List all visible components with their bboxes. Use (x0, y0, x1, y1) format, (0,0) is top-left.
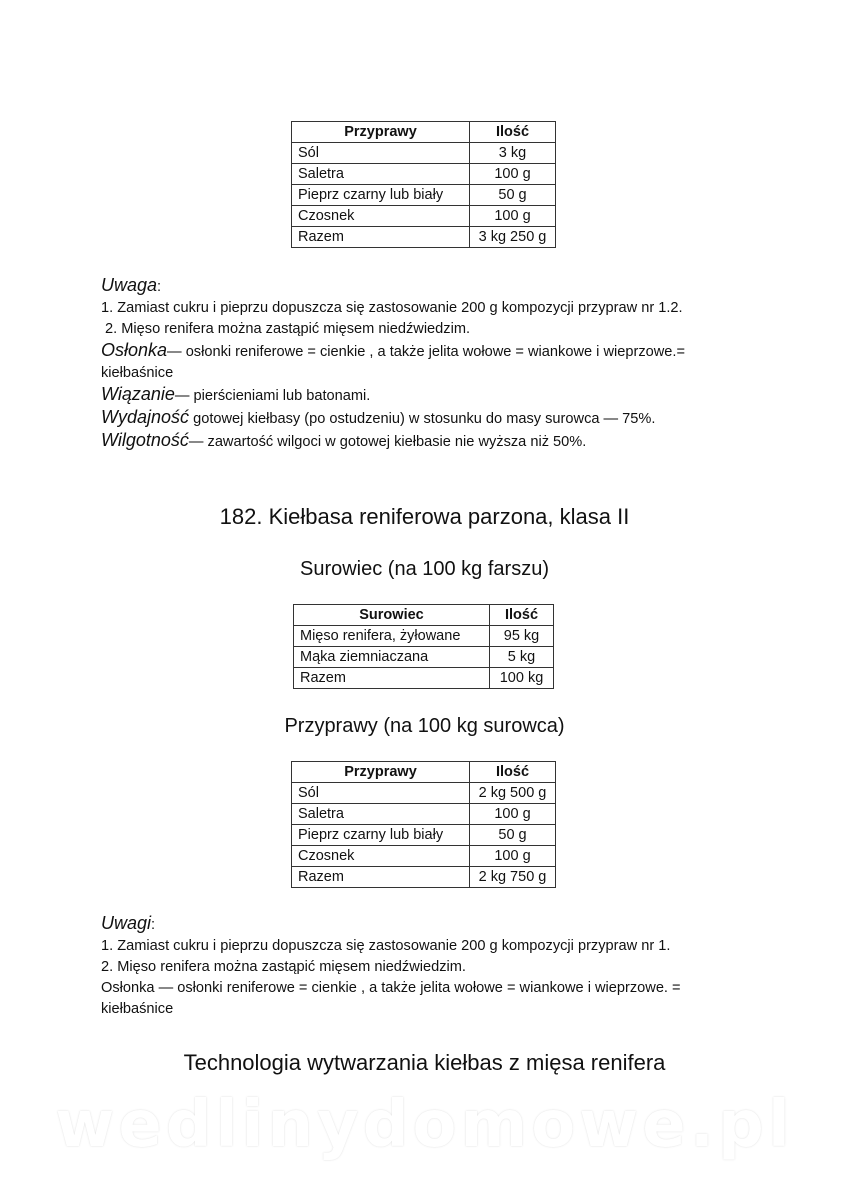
column-header: Ilość (490, 605, 554, 626)
notes-label: Uwagi (101, 913, 152, 933)
ingredient-quantity: 50 g (470, 185, 556, 206)
notes-heading: Uwaga: (101, 275, 162, 295)
note-wiazanie (101, 384, 741, 407)
spices-table-1 (291, 121, 556, 248)
table-row (292, 783, 556, 804)
column-header: Przyprawy (292, 122, 470, 143)
ingredient-name: Razem (294, 668, 490, 689)
note-wydajnosc (101, 407, 741, 430)
ingredient-quantity: 2 kg 750 g (470, 867, 556, 888)
ingredient-name: Razem (292, 227, 470, 248)
ingredient-quantity: 100 kg (490, 668, 554, 689)
ingredient-quantity: 2 kg 500 g (470, 783, 556, 804)
note-term: Wiązanie (101, 384, 175, 404)
ingredient-quantity: 100 g (470, 804, 556, 825)
spices-table-2 (291, 761, 556, 888)
notes-label: Uwaga (101, 275, 158, 295)
table-row (292, 185, 556, 206)
note-text: gotowej kiełbasy (po ostudzeniu) w stosunku do masy surowca — 75%. (189, 411, 656, 427)
ingredient-quantity: 3 kg 250 g (470, 227, 556, 248)
table-row (292, 143, 556, 164)
ingredient-name: Mięso renifera, żyłowane (294, 626, 490, 647)
raw-material-table (293, 604, 554, 689)
ingredient-name: Mąka ziemniaczana (294, 647, 490, 668)
table-header-row (292, 122, 556, 143)
table-row (292, 164, 556, 185)
column-header: Surowiec (294, 605, 490, 626)
note-wilgotnosc (101, 430, 741, 453)
table-row (292, 227, 556, 248)
notes-section-2 (101, 913, 741, 1020)
notes-heading: Uwagi: (101, 913, 156, 933)
ingredient-quantity: 50 g (470, 825, 556, 846)
table-row (292, 804, 556, 825)
column-header: Ilość (470, 122, 556, 143)
ingredient-quantity: 95 kg (490, 626, 554, 647)
notes-section-1 (101, 275, 741, 453)
ingredient-quantity: 5 kg (490, 647, 554, 668)
table-row (292, 846, 556, 867)
note-term: Wilgotność (101, 430, 189, 450)
note-term: Osłonka (101, 340, 168, 360)
raw-material-heading: Surowiec (na 100 kg farszu) (299, 558, 549, 580)
table-row (292, 825, 556, 846)
note-text: — osłonki reniferowe = cienkie , a także jelita wołowe = wiankowe i wieprzowe.= kiełbaśnice (101, 344, 685, 381)
table-header-row (294, 605, 554, 626)
column-header: Przyprawy (292, 762, 470, 783)
note-item: 2. Mięso renifera można zastąpić mięsem niedźwiedzim. (101, 959, 466, 975)
ingredient-name: Razem (292, 867, 470, 888)
note-item: 1. Zamiast cukru i pieprzu dopuszcza się zastosowanie 200 g kompozycji przypraw nr 1. (101, 938, 671, 954)
table-row (294, 626, 554, 647)
table-row (294, 668, 554, 689)
ingredient-name: Czosnek (292, 846, 470, 867)
ingredient-name: Sól (292, 783, 470, 804)
note-term: Wydajność (101, 407, 190, 427)
section-title: Technologia wytwarzania kiełbas z mięsa renifera (183, 1050, 666, 1075)
ingredient-name: Pieprz czarny lub biały (292, 185, 470, 206)
ingredient-quantity: 3 kg (470, 143, 556, 164)
table-row (292, 867, 556, 888)
table-row (294, 647, 554, 668)
note-item: Osłonka — osłonki reniferowe = cienkie , a także jelita wołowe = wiankowe i wieprzowe. = kiełbaśnice (101, 980, 681, 1017)
note-oslonka (101, 340, 741, 384)
ingredient-name: Pieprz czarny lub biały (292, 825, 470, 846)
note-text: — pierścieniami lub batonami. (174, 388, 371, 404)
table-header-row (292, 762, 556, 783)
ingredient-quantity: 100 g (470, 206, 556, 227)
note-text: — zawartość wilgoci w gotowej kiełbasie nie wyższa niż 50%. (188, 434, 587, 450)
note-item: 2. Mięso renifera można zastąpić mięsem niedźwiedzim. (101, 321, 471, 337)
table-row (292, 206, 556, 227)
ingredient-name: Czosnek (292, 206, 470, 227)
column-header: Ilość (470, 762, 556, 783)
spices-heading: Przyprawy (na 100 kg surowca) (284, 715, 565, 737)
ingredient-quantity: 100 g (470, 164, 556, 185)
note-item: 1. Zamiast cukru i pieprzu dopuszcza się zastosowanie 200 g kompozycji przypraw nr 1.2. (101, 300, 683, 316)
ingredient-name: Saletra (292, 164, 470, 185)
ingredient-name: Saletra (292, 804, 470, 825)
watermark-logo: wedlinydomowe.pl (55, 1088, 794, 1162)
ingredient-quantity: 100 g (470, 846, 556, 867)
recipe-title: 182. Kiełbasa reniferowa parzona, klasa II (219, 504, 630, 529)
ingredient-name: Sól (292, 143, 470, 164)
